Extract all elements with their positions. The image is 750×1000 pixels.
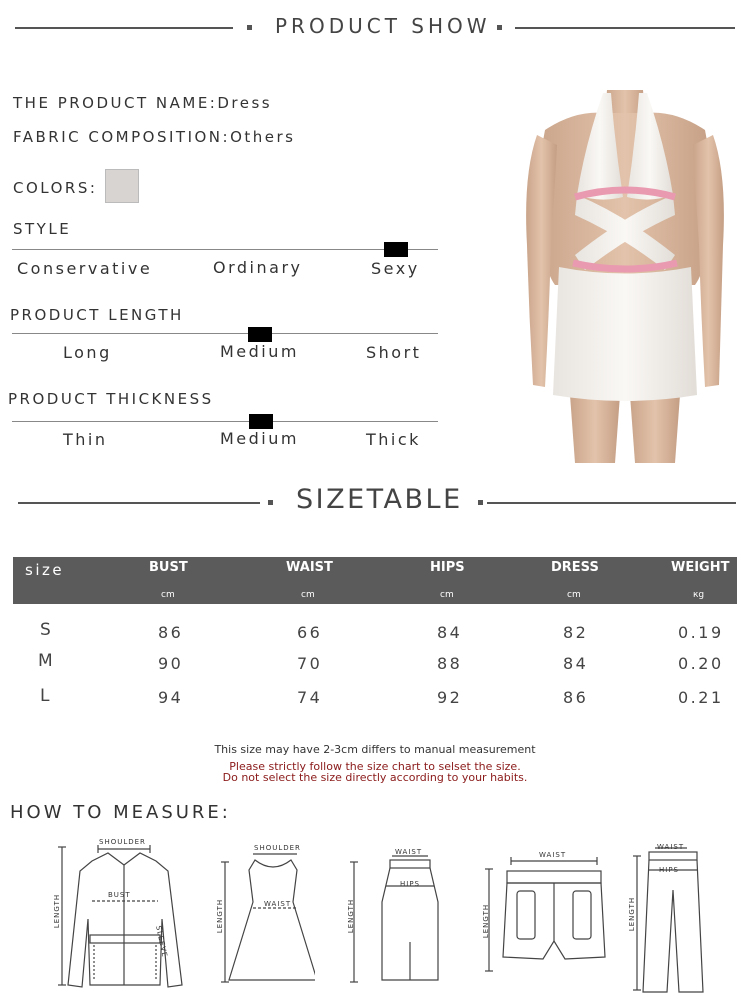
style-selected-marker (384, 242, 408, 257)
thickness-option-thick: Thick (366, 430, 421, 449)
sizetable-rule-left (18, 502, 260, 504)
header-dot-left (247, 25, 252, 30)
length-option-short: Short (366, 343, 422, 362)
shorts-measure-figure (475, 845, 615, 975)
dress-cell: 84 (563, 654, 589, 673)
style-option-sexy: Sexy (371, 259, 420, 278)
size-cell: L (40, 686, 52, 706)
dress-waist-label: WAIST (264, 900, 292, 908)
bust-cell: 94 (158, 688, 184, 707)
col-header-hips: HIPS (430, 560, 465, 575)
pants-measure-figure (625, 838, 735, 996)
style-scale-line (12, 249, 438, 250)
col-header-weight: WEIGHT (671, 560, 730, 575)
style-label: STYLE (13, 220, 72, 238)
skirt-waist-label: WAIST (395, 848, 423, 856)
dress-length-label: LENGTH (216, 898, 225, 934)
hips-cell: 84 (437, 623, 463, 642)
length-scale-line (12, 333, 438, 334)
size-table-header (13, 557, 737, 604)
dress-icon (215, 840, 315, 990)
hips-cell: 92 (437, 688, 463, 707)
fabric-row (13, 128, 295, 146)
hips-cell: 88 (437, 654, 463, 673)
thickness-scale-line (12, 421, 438, 422)
weight-cell: 0.20 (678, 654, 724, 673)
unit-waist: cm (301, 590, 315, 600)
shorts-length-label: LENGTH (482, 903, 491, 939)
style-option-ordinary: Ordinary (213, 258, 303, 277)
jacket-bust-label: BUST (108, 891, 131, 899)
sizetable-dot-left (268, 500, 273, 505)
skirt-measure-figure (340, 842, 440, 992)
dress-cell: 82 (563, 623, 589, 642)
unit-weight: кg (693, 590, 705, 600)
dress-shoulder-label: SHOULDER (254, 844, 301, 852)
weight-cell: 0.21 (678, 688, 724, 707)
thickness-option-medium: Medium (220, 429, 299, 448)
thickness-label: PRODUCT THICKNESS (8, 390, 214, 408)
sizetable-title: SIZETABLE (296, 484, 463, 515)
unit-hips: cm (440, 590, 454, 600)
dress-model-illustration (515, 85, 735, 465)
length-option-medium: Medium (220, 342, 299, 361)
waist-cell: 66 (297, 623, 323, 642)
shorts-icon (475, 845, 615, 975)
waist-cell: 74 (297, 688, 323, 707)
fabric-value: Others (230, 128, 296, 146)
skirt-hips-label: HIPS (400, 880, 420, 888)
unit-dress: cm (567, 590, 581, 600)
jacket-length-label: LENGTH (53, 893, 62, 929)
warning-note-2: Do not select the size directly according to your habits. (222, 771, 528, 784)
jacket-icon (50, 835, 200, 995)
sizetable-dot-right (478, 500, 483, 505)
section-title: PRODUCT SHOW (275, 14, 491, 38)
weight-cell: 0.19 (678, 623, 724, 642)
product-name-row (13, 94, 272, 112)
dress-measure-figure (215, 840, 315, 990)
bust-cell: 86 (158, 623, 184, 642)
color-swatch[interactable] (105, 169, 139, 203)
col-header-bust: BUST (149, 560, 188, 575)
style-option-conservative: Conservative (17, 259, 153, 278)
pants-length-label: LENGTH (628, 896, 637, 932)
header-rule-right (515, 27, 735, 29)
size-cell: S (40, 620, 54, 640)
sizetable-rule-right (487, 502, 736, 504)
waist-cell: 70 (297, 654, 323, 673)
header-dot-right (497, 25, 502, 30)
col-header-waist: WAIST (286, 560, 333, 575)
size-cell: M (38, 651, 56, 671)
length-option-long: Long (63, 343, 112, 362)
jacket-measure-figure (50, 835, 200, 995)
thickness-selected-marker (249, 414, 273, 429)
pants-hips-label: HIPS (659, 866, 679, 874)
pants-icon (625, 838, 735, 996)
header-rule-left (15, 27, 233, 29)
product-photo[interactable] (515, 85, 735, 465)
colors-label: COLORS: (13, 179, 98, 197)
product-name-value: Dress (217, 94, 273, 112)
measurement-note: This size may have 2-3cm differs to manual measurement (214, 743, 536, 756)
jacket-shoulder-label: SHOULDER (99, 838, 146, 846)
unit-bust: cm (161, 590, 175, 600)
warning-note-1: Please strictly follow the size chart to selset the size. (229, 760, 521, 773)
fabric-label: FABRIC COMPOSITION: (13, 128, 231, 146)
jacket-sleeve-label: SLEEVE (154, 925, 169, 959)
col-header-size: size (25, 561, 65, 579)
col-header-dress: DRESS (551, 560, 599, 575)
shorts-waist-label: WAIST (539, 851, 567, 859)
bust-cell: 90 (158, 654, 184, 673)
how-to-measure-title: HOW TO MEASURE: (10, 802, 231, 823)
skirt-length-label: LENGTH (347, 898, 356, 934)
length-label: PRODUCT LENGTH (10, 306, 184, 324)
dress-cell: 86 (563, 688, 589, 707)
product-name-label: THE PRODUCT NAME: (13, 94, 218, 112)
thickness-option-thin: Thin (63, 430, 108, 449)
pants-waist-label: WAIST (657, 843, 685, 851)
length-selected-marker (248, 327, 272, 342)
